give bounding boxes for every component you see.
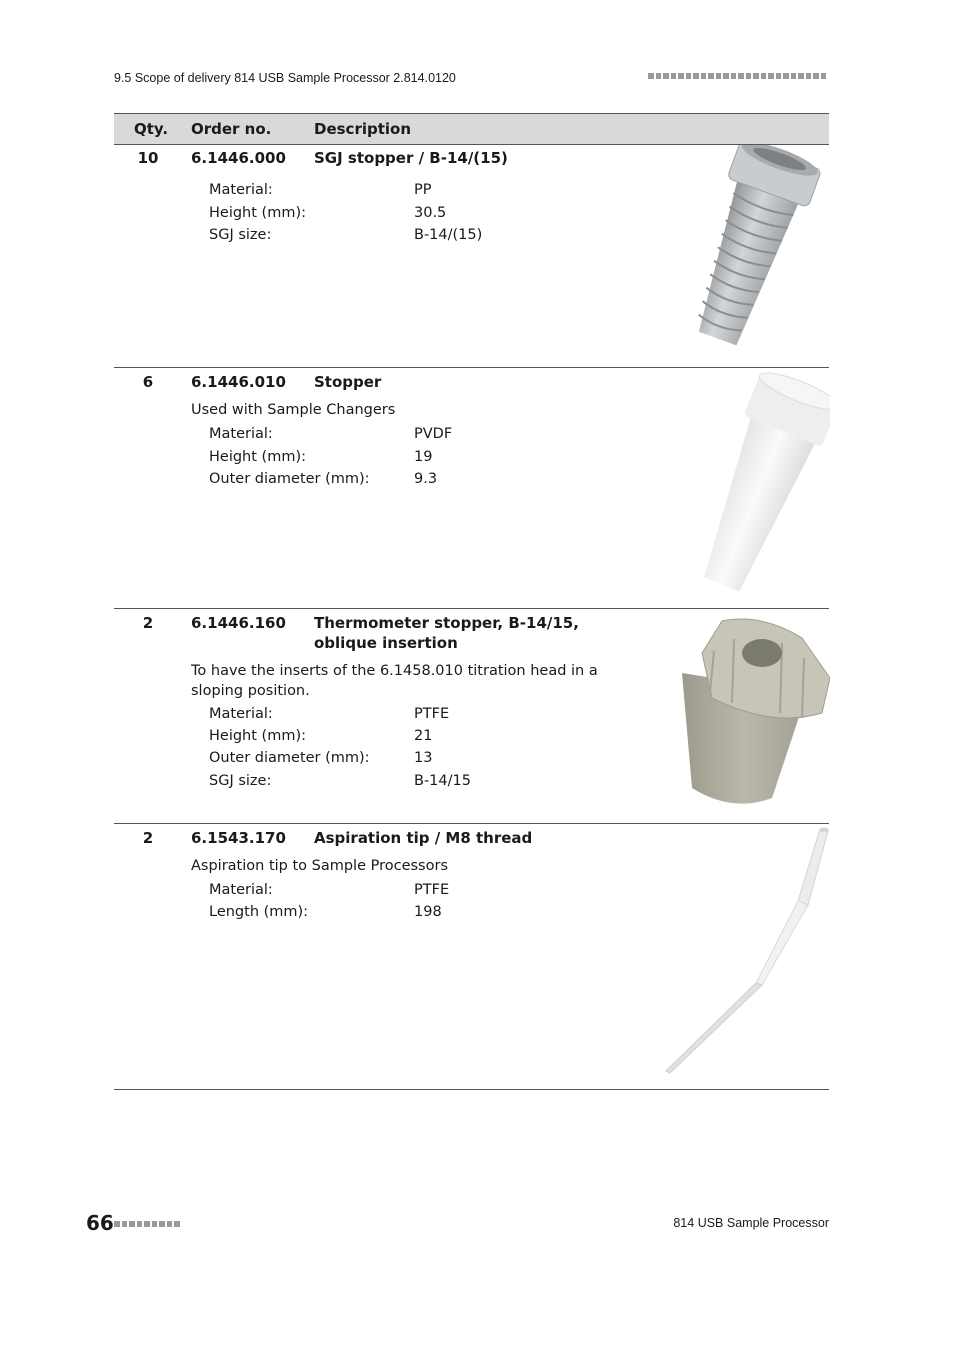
row-divider — [114, 367, 829, 368]
prop-value: 30.5 — [414, 205, 447, 221]
row-qty: 6 — [142, 373, 154, 391]
prop-label: Height (mm): — [209, 205, 306, 221]
row-order-no: 6.1446.010 — [191, 373, 286, 391]
prop-value: B-14/15 — [414, 773, 471, 789]
prop-label: Outer diameter (mm): — [209, 750, 370, 766]
product-photo-thermometer-stopper — [652, 613, 830, 808]
footer-product: 814 USB Sample Processor — [673, 1216, 829, 1230]
row-title: Aspiration tip / M8 thread — [314, 829, 533, 847]
row-title: Stopper — [314, 373, 382, 391]
prop-value: B-14/(15) — [414, 227, 483, 243]
prop-value: PTFE — [414, 706, 450, 722]
row-order-no: 6.1446.000 — [191, 149, 286, 167]
prop-value: 198 — [414, 904, 442, 920]
row-title: SGJ stopper / B-14/(15) — [314, 149, 508, 167]
row-order-no: 6.1446.160 — [191, 614, 286, 632]
prop-label: Height (mm): — [209, 449, 306, 465]
prop-value: 19 — [414, 449, 433, 465]
row-order-no: 6.1543.170 — [191, 829, 286, 847]
prop-label: Outer diameter (mm): — [209, 471, 370, 487]
row-title: Thermometer stopper, B-14/15, oblique insertion — [314, 614, 579, 652]
prop-value: PVDF — [414, 426, 453, 442]
row-description: Used with Sample Changers — [191, 402, 396, 418]
row-description: Aspiration tip to Sample Processors — [191, 858, 448, 874]
row-qty: 10 — [137, 149, 159, 167]
column-order-no: Order no. — [191, 120, 272, 138]
prop-value: 13 — [414, 750, 433, 766]
prop-label: Material: — [209, 706, 273, 722]
row-divider — [114, 608, 829, 609]
table-header — [114, 113, 829, 145]
product-photo-threaded-stopper — [652, 145, 830, 355]
column-description: Description — [314, 120, 412, 138]
row-qty: 2 — [142, 614, 154, 632]
page-number: 66 — [86, 1211, 114, 1235]
product-photo-aspiration-tip — [652, 825, 830, 1080]
prop-value: PP — [414, 182, 432, 198]
header-decoration — [648, 73, 829, 82]
row-divider — [114, 823, 829, 824]
prop-label: SGJ size: — [209, 227, 272, 243]
row-qty: 2 — [142, 829, 154, 847]
prop-label: SGJ size: — [209, 773, 272, 789]
prop-label: Length (mm): — [209, 904, 309, 920]
prop-label: Material: — [209, 182, 273, 198]
row-divider — [114, 1089, 829, 1090]
prop-value: 21 — [414, 728, 433, 744]
prop-label: Material: — [209, 882, 273, 898]
prop-value: PTFE — [414, 882, 450, 898]
prop-label: Material: — [209, 426, 273, 442]
prop-value: 9.3 — [414, 471, 438, 487]
column-qty: Qty. — [134, 120, 169, 138]
running-header: 9.5 Scope of delivery 814 USB Sample Processor 2.814.0120 — [114, 71, 456, 85]
row-description: To have the inserts of the 6.1458.010 titration head in a sloping position. — [191, 663, 598, 699]
product-photo-white-stopper — [652, 372, 830, 597]
prop-label: Height (mm): — [209, 728, 306, 744]
footer-decoration — [114, 1221, 180, 1227]
